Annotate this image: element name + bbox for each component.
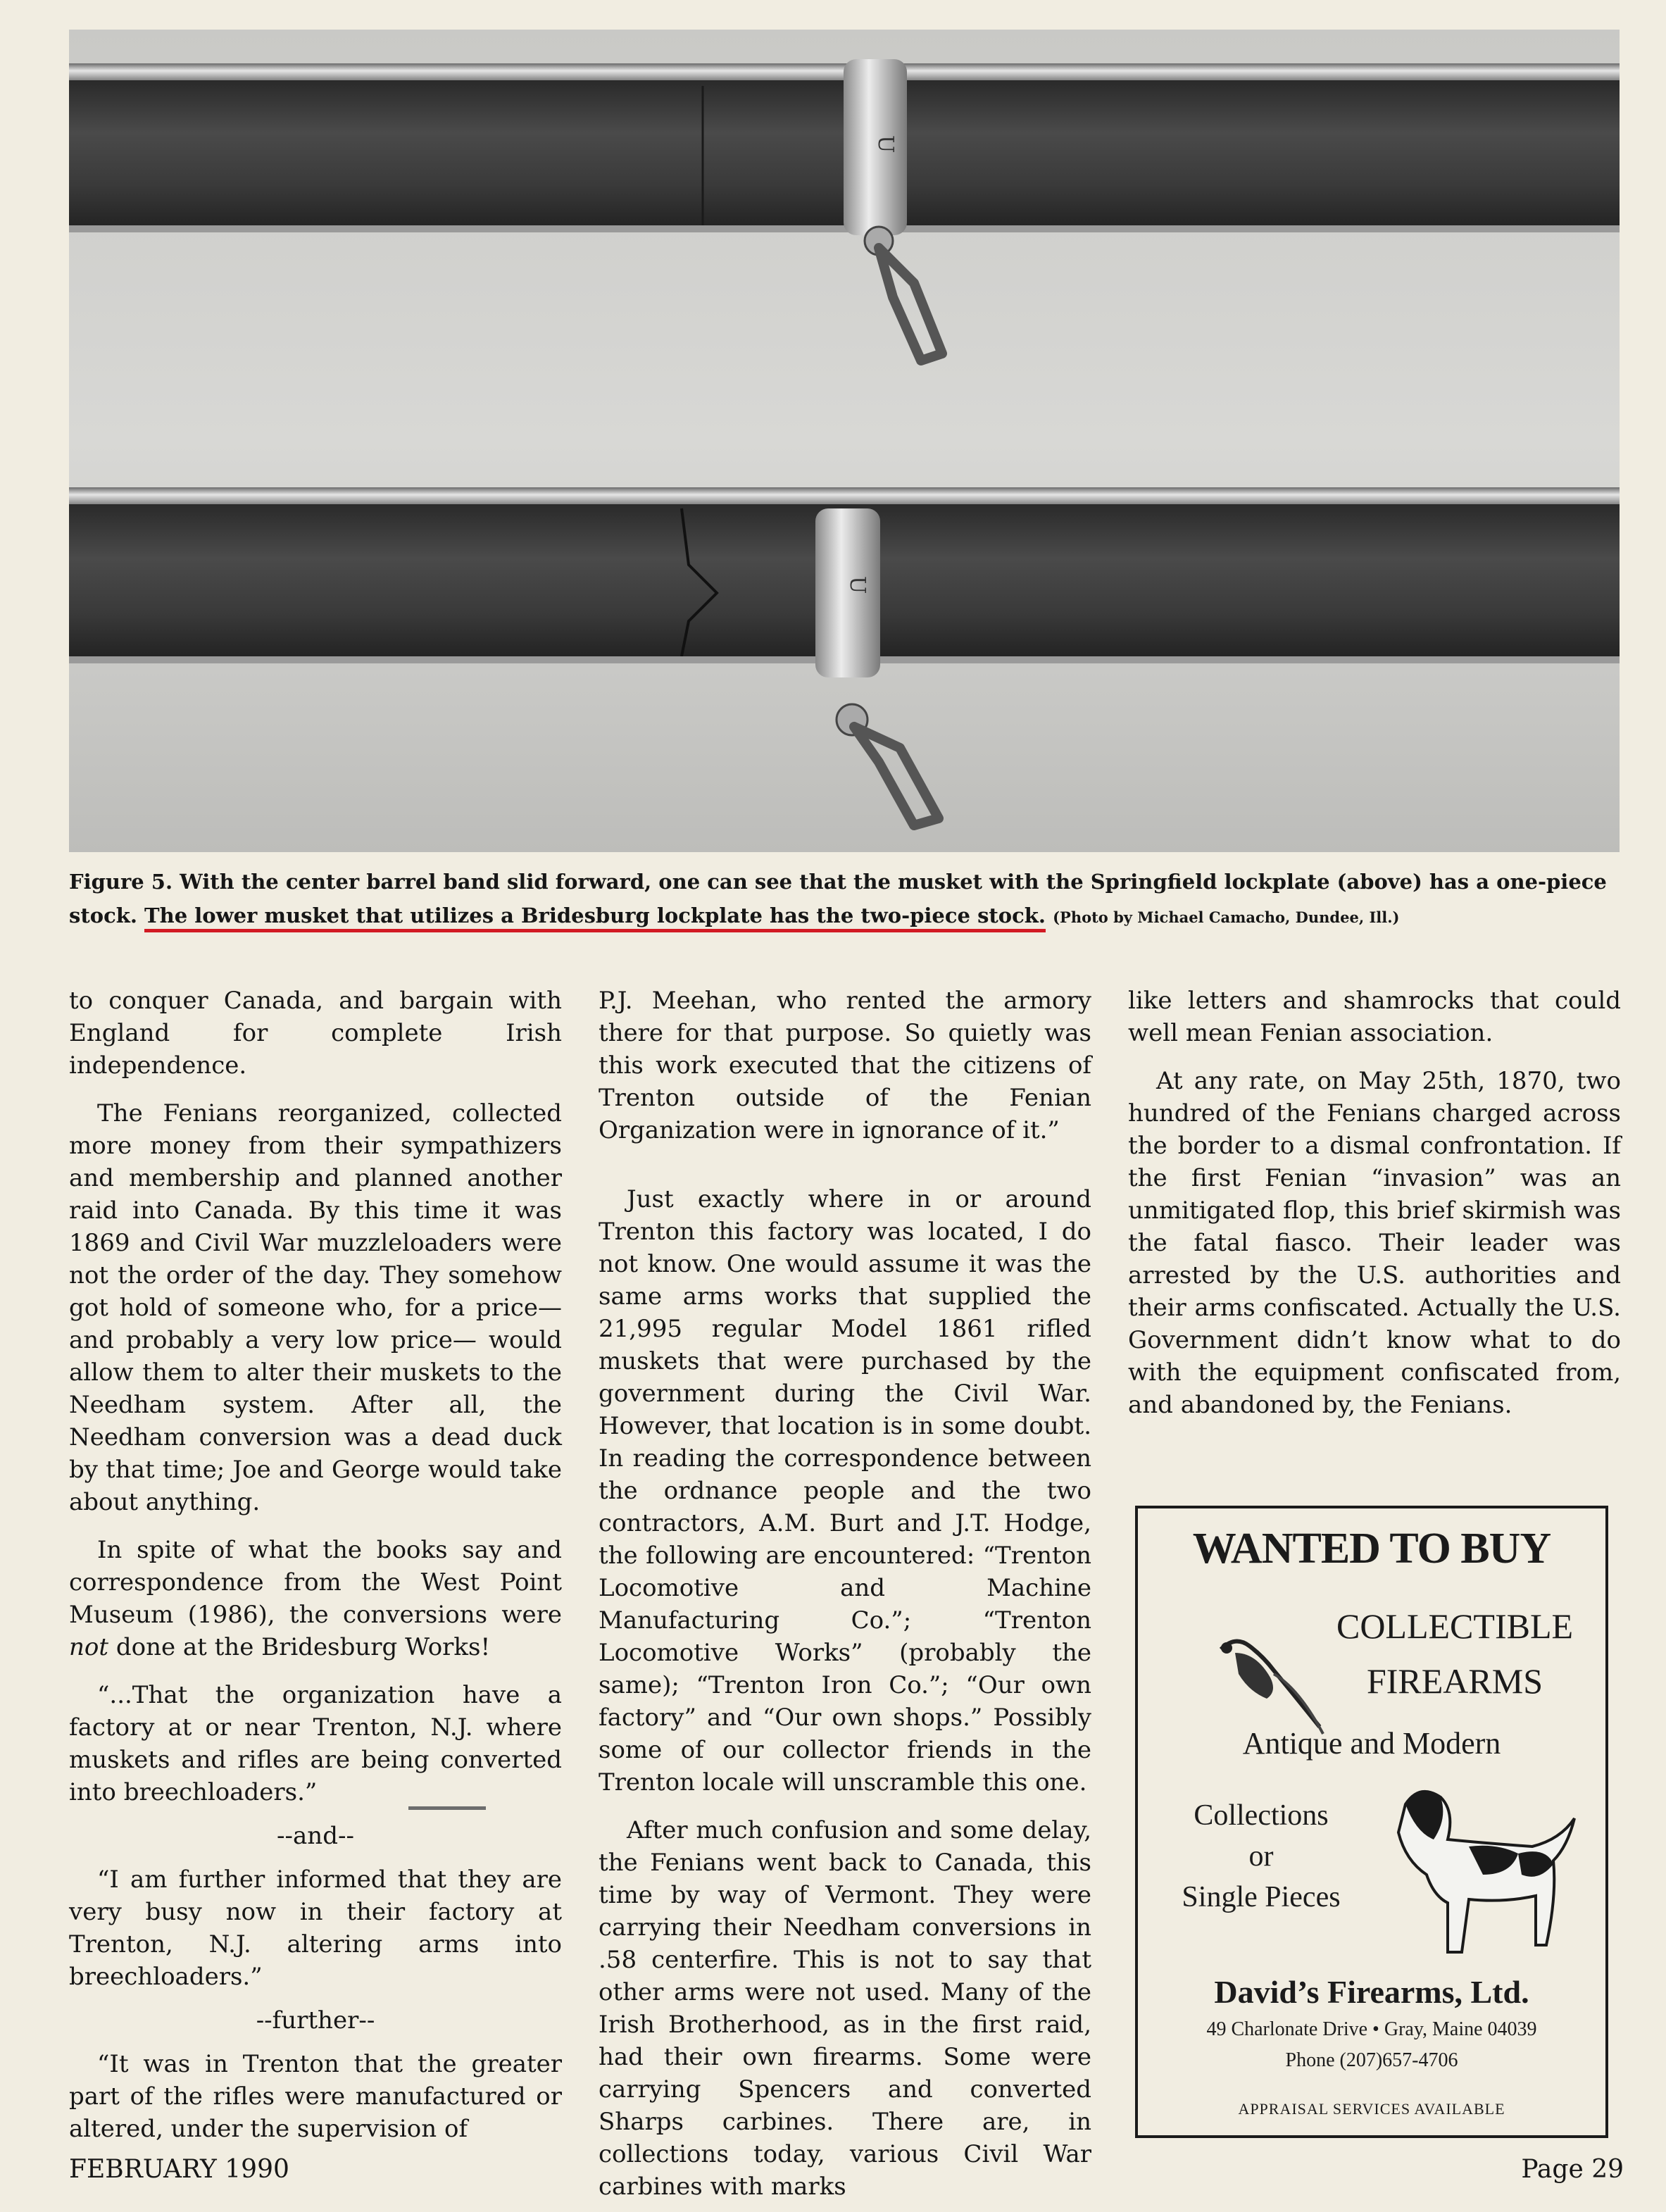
lower-band-mark: U	[845, 576, 870, 594]
paragraph: P.J. Meehan, who rented the armory there for that purpose. So quietly was this work executed that the citizens of Trenton outside of the Fenian Organization were in ignorance of it.”	[599, 987, 1091, 1144]
column-3	[1128, 985, 1621, 1421]
ad-services: APPRAISAL SERVICES AVAILABLE	[1238, 2100, 1505, 2118]
ad-phone: Phone (207)657-4706	[1285, 2049, 1458, 2071]
paragraph: After much confusion and some delay, the Fenians went back to Canada, this time by way of Vermont. They were carrying their Needham conversions in .58 centerfire. This is not to say that other arms were not used. Many of the Irish Brotherhood, as in the first raid, had their own firearms. Some were carrying Spencers and converted Sharps carbines. There are, in collections today, various Civil War carbines with marks	[599, 1816, 1091, 2201]
ad-line-firearms: FIREARMS	[1366, 1661, 1543, 1701]
ad-line-collectible: COLLECTIBLE	[1336, 1606, 1574, 1646]
separator-further: --further--	[256, 2006, 375, 2035]
paragraph: to conquer Canada, and bargain with England for complete Irish independence.	[69, 987, 562, 1080]
ad-line-antique: Antique and Modern	[1242, 1726, 1501, 1761]
ad-address: 49 Charlonate Drive • Gray, Maine 04039	[1206, 2018, 1537, 2040]
caption-underlined: The lower musket that utilizes a Bridesburg lockplate has the two-piece stock.	[144, 904, 1046, 932]
paragraph: The Fenians reorganized, collected more money from their sympathizers and membership and planned another raid into Canada. By this time it was 1869 and Civil War muzzleloaders were not the order of the day. They somehow got hold of someone who, for a price—and probably a very low price— would allow them to alter their muskets to the Needham system. After all, the Needham conversion was a dead duck by that time; Joe and George would take about anything.	[69, 1099, 562, 1516]
ad-dealer: David’s Firearms, Ltd.	[1214, 1974, 1529, 2010]
pheasant-icon	[1207, 1621, 1327, 1741]
upper-band-mark: U	[873, 135, 898, 154]
caption-text: Figure 5. With the center barrel band slid forward, one can see that the musket with the Springfield lockplate (above) has a one-piece stock.	[69, 870, 1607, 927]
figure-photo	[69, 30, 1620, 852]
paragraph: Just exactly where in or around Trenton this factory was located, I do not know. One would assume it was the same arms works that supplied the 21,995 regular Model 1861 rifled muskets that were purchased by the government during the Civil War. However, that location is in some doubt. In reading the correspondence between the ordnance people and the two contractors, A.M. Burt and J.T. Hodge, the following are encountered: “Trenton Locomotive and Machine Manufacturing Co.”; “Trenton Locomotive Works” (probably the same); “Trenton Iron Co.”; “Our own factory” and “Our own shops.” Possibly some of our collector friends in the Trenton locale will unscramble this one.	[599, 1185, 1091, 1797]
footer-page-number: Page 29	[1521, 2155, 1624, 2184]
quote: “I am further informed that they are very busy now in their factory at Trenton, N.J. altering arms into breechloaders.”	[69, 1866, 562, 1991]
ad-headline: WANTED TO BUY	[1192, 1525, 1551, 1573]
column-2	[599, 985, 1091, 2203]
advertisement	[1135, 1506, 1608, 2138]
figure-caption	[69, 865, 1625, 935]
separator-and: --and--	[277, 1822, 354, 1850]
footer-date: FEBRUARY 1990	[69, 2155, 289, 2184]
paragraph: like letters and shamrocks that could well mean Fenian association.	[1128, 987, 1621, 1047]
quote: “It was in Trenton that the greater part of the rifles were manufactured or altered, under the supervision of	[69, 2050, 562, 2143]
spaniel-dog-icon	[1377, 1776, 1582, 1966]
column-1	[69, 985, 562, 2145]
paragraph: At any rate, on May 25th, 1870, two hundred of the Fenians charged across the border to a dismal confrontation. If the first Fenian “invasion” was an unmitigated flop, this brief skirmish was the fatal fiasco. Their leader was arrested by the U.S. authorities and their arms confiscated. Actually the U.S. Government didn’t know what to do with the equipment confiscated from, and abandoned by, the Fenians.	[1128, 1067, 1621, 1419]
ad-line-single: Single Pieces	[1182, 1881, 1341, 1913]
paragraph: In spite of what the books say and correspondence from the West Point Museum (1986), the conversions were not done at the Bridesburg Works!	[69, 1536, 562, 1661]
ad-line-or: or	[1248, 1840, 1274, 1873]
ad-line-collections: Collections	[1194, 1799, 1329, 1832]
decorative-dash	[408, 1806, 486, 1810]
quote: “...That the organization have a factory at or near Trenton, N.J. where muskets and rifles are being converted into breechloaders.”	[69, 1681, 562, 1806]
photo-credit: (Photo by Michael Camacho, Dundee, Ill.)	[1053, 908, 1400, 926]
